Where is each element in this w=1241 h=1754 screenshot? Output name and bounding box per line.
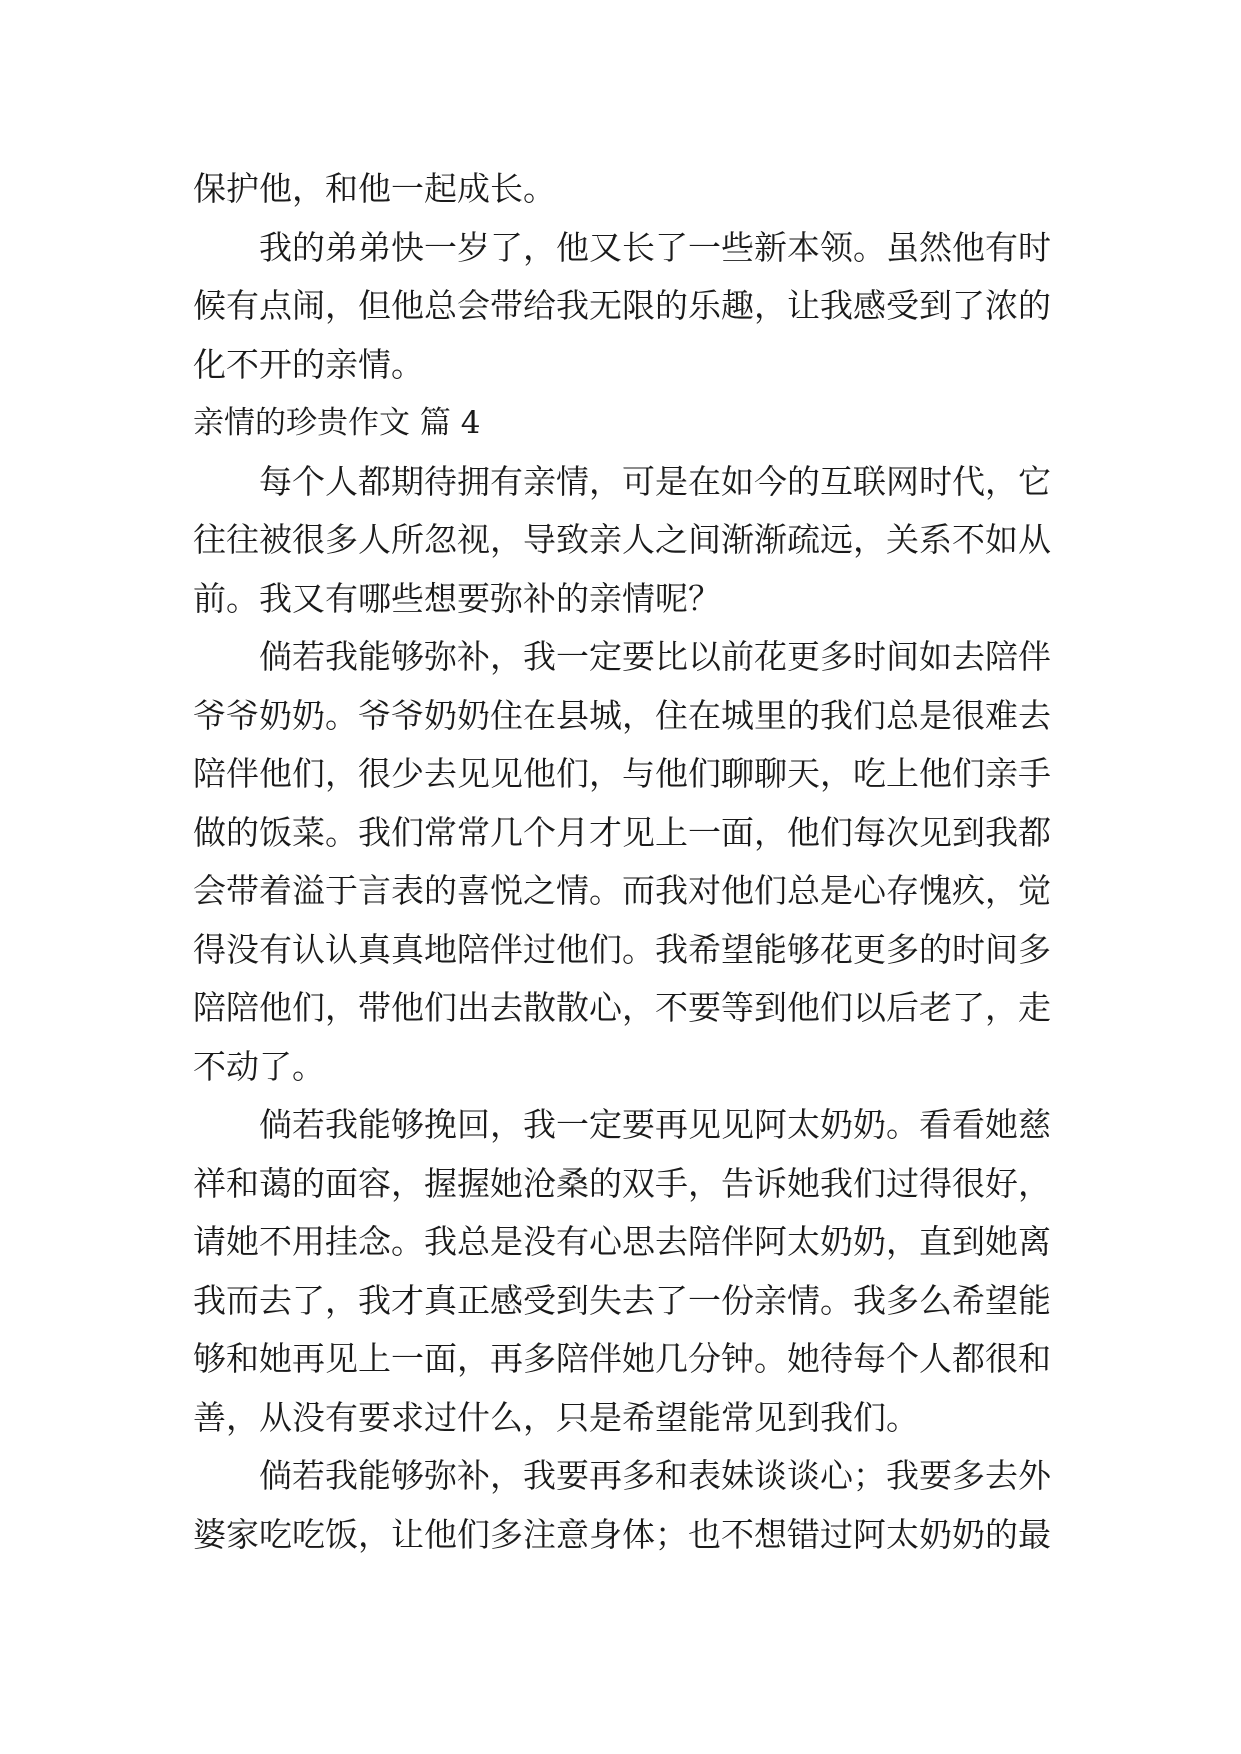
paragraph: 每个人都期待拥有亲情，可是在如今的互联网时代，它往往被很多人所忽视，导致亲人之间渐渐疏远，关系不如从前。我又有哪些想要弥补的亲情呢？ <box>193 461 1051 618</box>
document-body <box>193 160 1051 1564</box>
section-heading: 亲情的珍贵作文 篇 4 <box>193 405 481 441</box>
paragraph: 倘若我能够挽回，我一定要再见见阿太奶奶。看看她慈祥和蔼的面容，握握她沧桑的双手，告诉她我们过得很好，请她不用挂念。我总是没有心思去陪伴阿太奶奶，直到她离我而去了，我才真正感受到失去了一份亲情。我多么希望能够和她再见上一面，再多陪伴她几分钟。她待每个人都很和善，从没有要求过什么，只是希望能常见到我们。 <box>193 1105 1051 1437</box>
paragraph: 倘若我能够弥补，我要再多和表妹谈谈心；我要多去外婆家吃吃饭，让他们多注意身体；也不想错过阿太奶奶的最 <box>193 1456 1051 1554</box>
paragraph: 保护他，和他一起成长。 <box>193 169 556 208</box>
paragraph: 倘若我能够弥补，我一定要比以前花更多时间如去陪伴爷爷奶奶。爷爷奶奶住在县城，住在城里的我们总是很难去陪伴他们，很少去见见他们，与他们聊聊天，吃上他们亲手做的饭菜。我们常常几个月才见上一面，他们每次见到我都会带着溢于言表的喜悦之情。而我对他们总是心存愧疚，觉得没有认认真真地陪伴过他们。我希望能够花更多的时间多陪陪他们，带他们出去散散心，不要等到他们以后老了，走不动了。 <box>193 637 1051 1086</box>
paragraph: 我的弟弟快一岁了，他又长了一些新本领。虽然他有时候有点闹，但他总会带给我无限的乐趣，让我感受到了浓的化不开的亲情。 <box>193 227 1051 384</box>
